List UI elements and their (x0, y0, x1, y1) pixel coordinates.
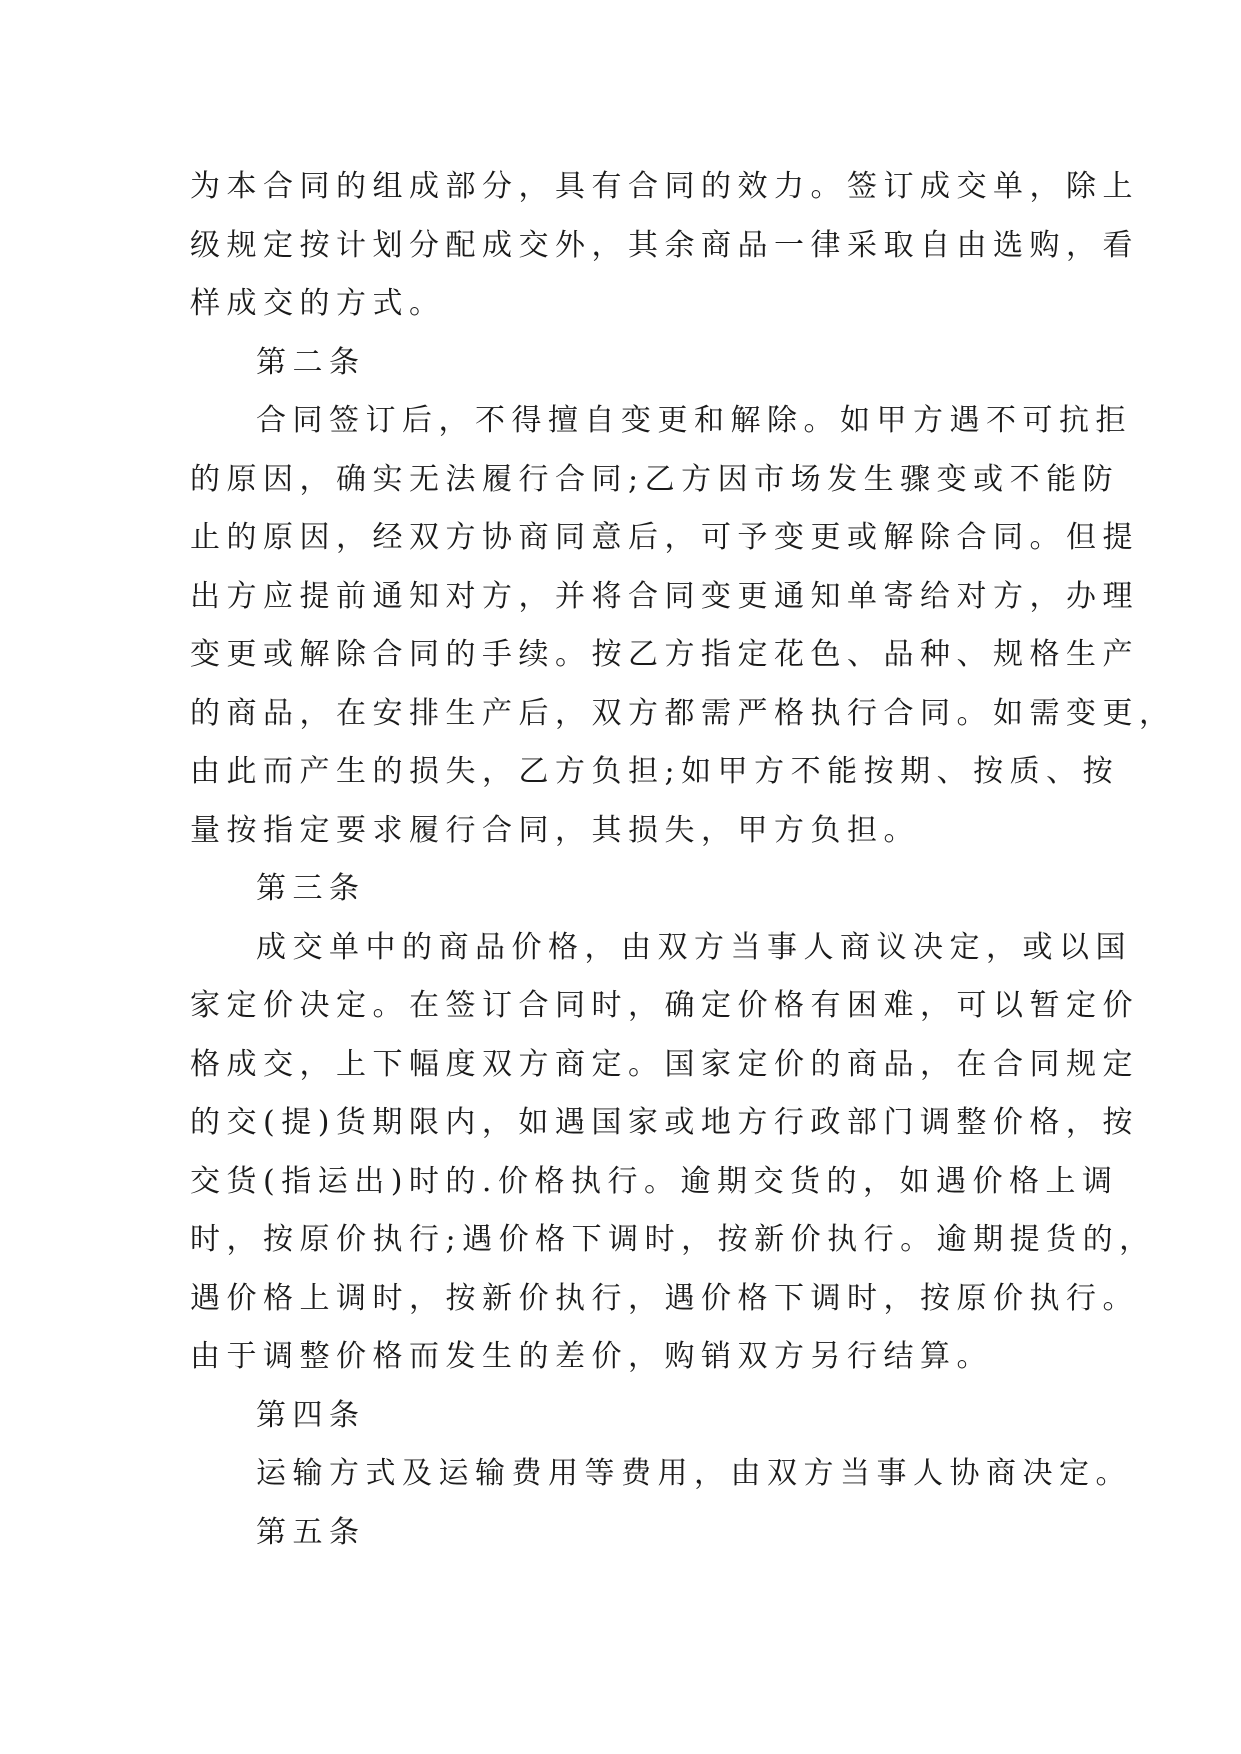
text-line: 由此而产生的损失，乙方负担;如甲方不能按期、按质、按 (190, 754, 1120, 789)
article-heading: 第五条 (256, 1514, 366, 1550)
text-line: 合同签订后，不得擅自变更和解除。如甲方遇不可抗拒 (256, 403, 1132, 438)
article-heading: 第三条 (256, 871, 366, 906)
text-line: 变更或解除合同的手续。按乙方指定花色、品种、规格生产 (190, 637, 1139, 672)
text-line: 的原因，确实无法履行合同;乙方因市场发生骤变或不能防 (190, 461, 1120, 497)
text-line: 级规定按计划分配成交外，其余商品一律采取自由选购，看 (190, 227, 1139, 263)
text-line: 格成交，上下幅度双方商定。国家定价的商品，在合同规定 (190, 1046, 1139, 1082)
text-line: 家定价决定。在签订合同时，确定价格有困难，可以暂定价 (190, 988, 1139, 1023)
text-line: 时，按原价执行;遇价格下调时，按新价执行。逾期提货的， (190, 1222, 1156, 1257)
text-line: 交货(指运出)时的.价格执行。逾期交货的，如遇价格上调 (190, 1163, 1119, 1199)
text-line: 遇价格上调时，按新价执行，遇价格下调时，按原价执行。 (190, 1280, 1139, 1316)
text-line: 运输方式及运输费用等费用，由双方当事人协商决定。 (256, 1456, 1132, 1491)
text-line: 的商品，在安排生产后，双方都需严格执行合同。如需变更， (190, 695, 1176, 731)
article-heading: 第四条 (256, 1397, 366, 1433)
text-line: 量按指定要求履行合同，其损失，甲方负担。 (190, 812, 920, 848)
contract-body (190, 158, 1176, 1562)
text-line: 由于调整价格而发生的差价，购销双方另行结算。 (190, 1339, 993, 1374)
text-line: 成交单中的商品价格，由双方当事人商议决定，或以国 (256, 929, 1132, 965)
text-line: 为本合同的组成部分，具有合同的效力。签订成交单，除上 (190, 169, 1139, 204)
text-line: 的交(提)货期限内，如遇国家或地方行政部门调整价格，按 (190, 1105, 1139, 1140)
text-line: 样成交的方式。 (190, 286, 446, 321)
text-line: 止的原因，经双方协商同意后，可予变更或解除合同。但提 (190, 520, 1139, 555)
article-heading: 第二条 (256, 344, 366, 380)
text-line: 出方应提前通知对方，并将合同变更通知单寄给对方，办理 (190, 578, 1139, 614)
